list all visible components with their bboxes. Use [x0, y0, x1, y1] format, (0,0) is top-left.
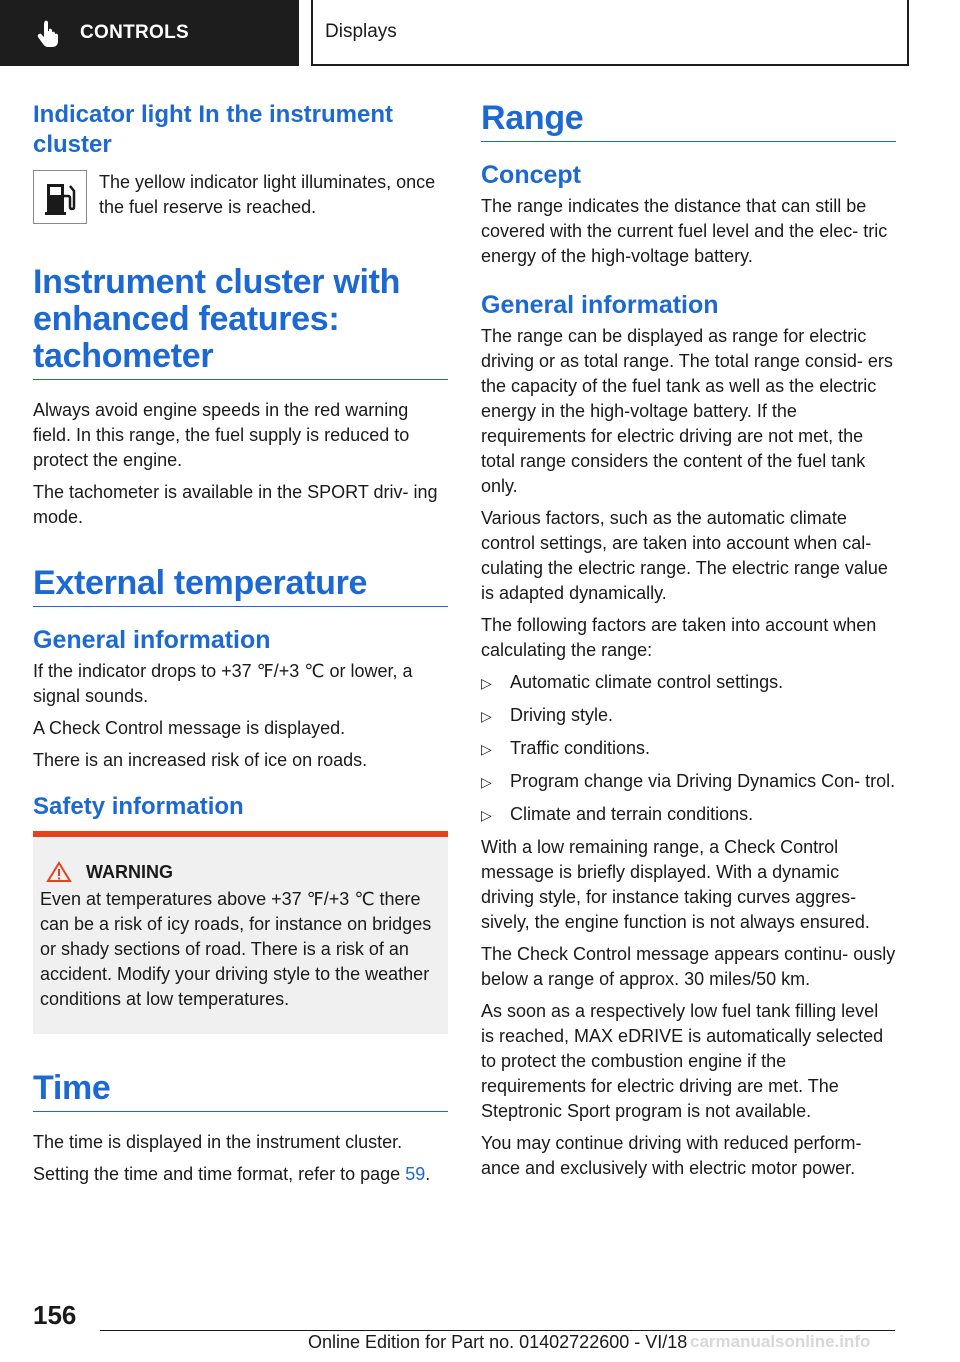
general-information-heading: General information	[33, 626, 271, 654]
range-paragraph-7: You may continue driving with reduced perform‐ ance and exclusively with electric motor power.	[481, 1133, 862, 1178]
range-general-heading: General information	[481, 291, 719, 319]
bullet-marker-icon: ▷	[481, 741, 492, 757]
list-item	[481, 802, 896, 828]
warning-header	[46, 861, 440, 883]
subsection-label: Displays	[325, 21, 397, 42]
fuel-pump-icon	[33, 170, 87, 224]
indicator-title: Indicator light In the instrument cluster	[33, 101, 393, 158]
range-factors-list	[481, 670, 896, 828]
time-paragraph-1: The time is displayed in the instrument cluster.	[33, 1132, 403, 1152]
hand-pointer-icon	[36, 18, 66, 48]
page-number: 156	[33, 1300, 77, 1330]
concept-heading: Concept	[481, 161, 581, 189]
warning-box	[33, 831, 448, 1034]
range-paragraph-2: Various factors, such as the automatic climate control settings, are taken into account when cal‐ culating the electric range. The electric range value is adapted dynamically.	[481, 508, 888, 603]
indicator-text: The yellow indicator light illuminates, once the fuel reserve is reached.	[99, 172, 436, 217]
concept-paragraph: The range indicates the distance that can still be covered with the current fuel level and the elec‐ tric energy of the high-voltage battery.	[481, 196, 888, 266]
range-paragraph-1: The range can be displayed as range for electric driving or as total range. The total range consid‐ ers the capacity of the fuel tank as well as the electric energy in the high-voltage battery. If the requirements for electric driving are not met, the total range considers the content of the fuel tank only.	[481, 326, 893, 496]
time-ref-text: Setting the time and time format, refer to page	[33, 1164, 401, 1184]
page-link[interactable]: 59	[405, 1164, 426, 1184]
ext-paragraph-3: There is an increased risk of ice on roads.	[33, 750, 368, 770]
time-ref-end: .	[425, 1164, 431, 1184]
range-heading: Range	[481, 100, 896, 142]
footer-divider	[100, 1330, 895, 1331]
range-paragraph-3: The following factors are taken into account when calculating the range:	[481, 615, 877, 660]
tachometer-paragraph-2: The tachometer is available in the SPORT driv‐ ing mode.	[33, 482, 438, 527]
range-paragraph-5: The Check Control message appears continu‐ ously below a range of approx. 30 miles/50 km.	[481, 944, 896, 989]
page-footer	[0, 1290, 960, 1362]
edition-text: Online Edition for Part no. 01402722600 - VI/18	[308, 1332, 688, 1352]
bullet-marker-icon: ▷	[481, 807, 492, 823]
section-tab	[0, 0, 299, 66]
list-item-text: Program change via Driving Dynamics Con‐ trol.	[510, 771, 896, 791]
list-item-text: Automatic climate control settings.	[510, 672, 784, 692]
time-paragraph-2	[33, 1162, 448, 1187]
warning-label: WARNING	[86, 861, 173, 882]
external-temperature-heading: External temperature	[33, 565, 448, 607]
list-item	[481, 736, 896, 762]
warning-text: Even at temperatures above +37 ℉/+3 ℃ there can be a risk of icy roads, for instance on bridges or shady sections of road. There is a risk of an accident. Modify your driving style to the weather conditions at low temperatures.	[40, 889, 432, 1009]
watermark: carmanualsonline.info	[690, 1332, 871, 1351]
page-header	[0, 0, 960, 66]
right-column	[481, 100, 896, 1188]
range-paragraph-4: With a low remaining range, a Check Control message is briefly displayed. With a dynamic driving style, for instance taking curves aggres‐ sively, the engine function is not always ensured.	[481, 837, 870, 932]
warning-triangle-icon	[46, 861, 72, 883]
section-label: CONTROLS	[80, 22, 190, 43]
tachometer-heading: Instrument cluster with enhanced features: tachometer	[33, 264, 448, 380]
tachometer-paragraph-1: Always avoid engine speeds in the red warning field. In this range, the fuel supply is reduced to protect the engine.	[33, 400, 410, 470]
bullet-marker-icon: ▷	[481, 675, 492, 691]
list-item-text: Traffic conditions.	[510, 738, 651, 758]
indicator-row	[33, 170, 448, 224]
list-item-text: Climate and terrain conditions.	[510, 804, 754, 824]
left-column	[33, 100, 448, 1194]
bullet-marker-icon: ▷	[481, 774, 492, 790]
time-heading: Time	[33, 1070, 448, 1112]
range-paragraph-6: As soon as a respectively low fuel tank filling level is reached, MAX eDRIVE is automatically selected to protect the combustion engine if the requirements for electric driving are met. The Steptronic Sport program is not available.	[481, 1001, 884, 1121]
subsection-title	[311, 0, 909, 66]
bullet-marker-icon: ▷	[481, 708, 492, 724]
list-item	[481, 670, 896, 696]
safety-information-heading: Safety information	[33, 793, 244, 820]
list-item-text: Driving style.	[510, 705, 614, 725]
ext-paragraph-2: A Check Control message is displayed.	[33, 718, 346, 738]
list-item	[481, 769, 896, 795]
list-item	[481, 703, 896, 729]
ext-paragraph-1: If the indicator drops to +37 ℉/+3 ℃ or lower, a signal sounds.	[33, 661, 413, 706]
